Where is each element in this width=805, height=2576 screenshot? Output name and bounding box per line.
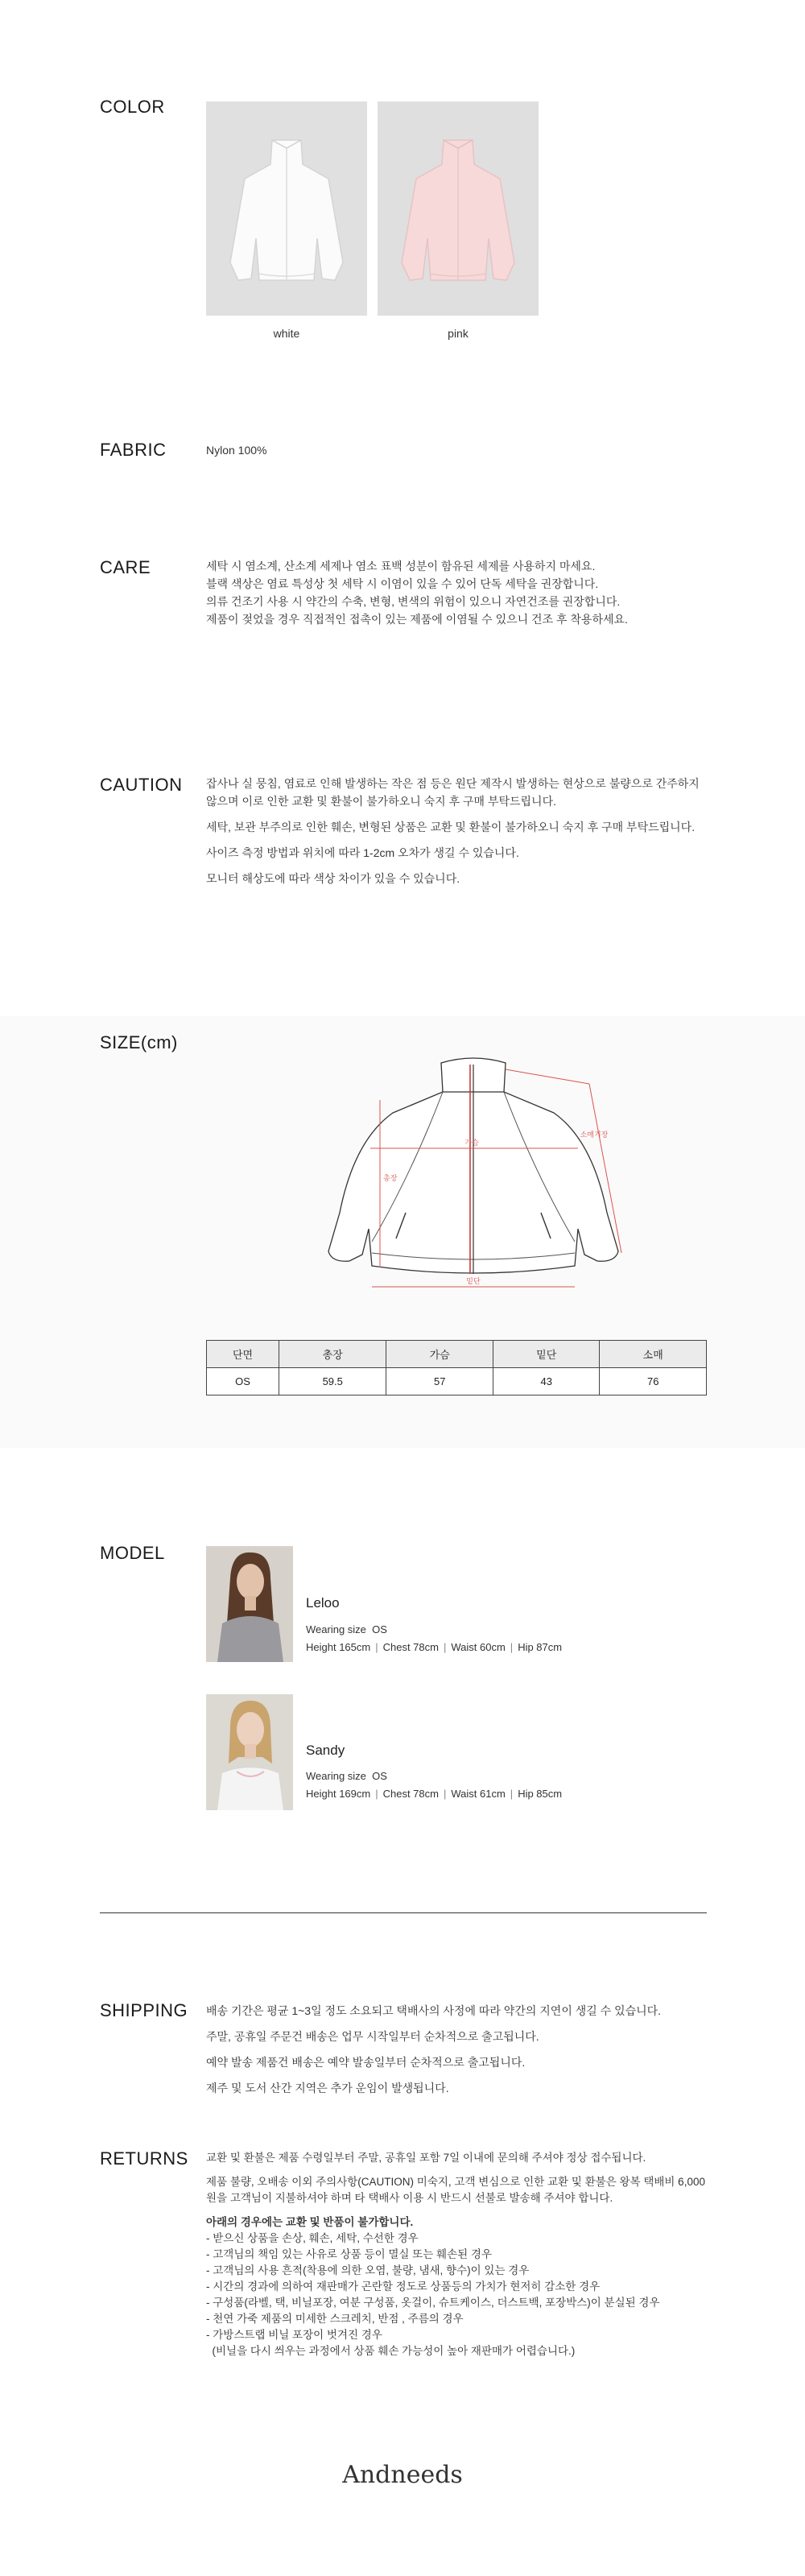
size-table-header: 소매 bbox=[600, 1341, 707, 1368]
model-chest: Chest 78cm bbox=[382, 1641, 439, 1653]
length-label: 총장 bbox=[383, 1174, 398, 1182]
model-waist: Waist 60cm bbox=[451, 1641, 506, 1653]
size-table-header: 단면 bbox=[207, 1341, 279, 1368]
returns-bold-heading: 아래의 경우에는 교환 및 반품이 불가합니다. bbox=[206, 2216, 414, 2228]
hem-label: 밑단 bbox=[466, 1277, 481, 1285]
section-divider bbox=[100, 1912, 707, 1913]
size-table bbox=[206, 1340, 707, 1396]
care-line: 블랙 색상은 염료 특성상 첫 세탁 시 이염이 있을 수 있어 단독 세탁을 권장합니다. bbox=[206, 577, 599, 590]
model-chest: Chest 78cm bbox=[382, 1788, 439, 1800]
returns-list-item: - 구성품(라벨, 택, 비닐포장, 여분 구성품, 옷걸이, 슈트케이스, 더스트백, 포장박스)이 분실된 경우 bbox=[206, 2297, 660, 2309]
caution-section-title: CAUTION bbox=[100, 775, 183, 795]
returns-text bbox=[206, 2150, 707, 2359]
returns-list-item: - 가방스트랩 비닐 포장이 벗겨진 경우 bbox=[206, 2329, 382, 2341]
care-line: 의류 건조기 사용 시 약간의 수축, 변형, 변색의 위험이 있으니 자연건조를 권장합니다. bbox=[206, 595, 621, 608]
fabric-section-title: FABRIC bbox=[100, 440, 167, 460]
shipping-text bbox=[206, 2002, 707, 2105]
size-table-cell: 59.5 bbox=[279, 1368, 386, 1396]
caution-paragraph: 잡사나 실 뭉침, 염료로 인해 발생하는 작은 점 등은 원단 제작시 발생하는 현상으로 불량으로 간주하지 않으며 이로 인한 교환 및 환불이 불가하오니 숙지 후 구매 부탁드립니다. bbox=[206, 777, 700, 808]
returns-list-item: - 시간의 경과에 의하여 재판매가 곤란할 정도로 상품등의 가치가 현저히 감소한 경우 bbox=[206, 2280, 601, 2293]
returns-list-item: (비닐을 다시 씌우는 과정에서 상품 훼손 가능성이 높아 재판매가 어렵습니다.) bbox=[206, 2345, 576, 2357]
shipping-section-title: SHIPPING bbox=[100, 2000, 188, 2020]
caution-paragraph: 세탁, 보관 부주의로 인한 훼손, 변형된 상품은 교환 및 환불이 불가하오니 숙지 후 구매 부탁드립니다. bbox=[206, 821, 696, 833]
size-table-header: 밑단 bbox=[493, 1341, 600, 1368]
sleeve-measure-line bbox=[506, 1069, 589, 1084]
caution-paragraph: 모니터 해상도에 따라 색상 차이가 있을 수 있습니다. bbox=[206, 872, 460, 885]
model-wearing-size bbox=[306, 1770, 387, 1782]
size-table-row bbox=[207, 1368, 707, 1396]
pink-jacket-image bbox=[378, 101, 539, 316]
size-table-cell: 76 bbox=[600, 1368, 707, 1396]
fabric-value: Nylon 100% bbox=[206, 444, 267, 457]
returns-paragraph: 교환 및 환불은 제품 수령일부터 주말, 공휴일 포함 7일 이내에 문의해 주셔야 정상 접수됩니다. bbox=[206, 2152, 646, 2164]
jacket-size-diagram bbox=[322, 1052, 628, 1293]
brand-logo: Andneeds bbox=[342, 2461, 463, 2489]
model-height: Height 165cm bbox=[306, 1641, 371, 1653]
size-section-title: SIZE(cm) bbox=[100, 1032, 178, 1052]
model-wearing-size bbox=[306, 1623, 387, 1635]
wearing-size-value: OS bbox=[372, 1770, 387, 1782]
model-photo-leloo bbox=[206, 1546, 293, 1662]
color-label-white: white bbox=[273, 327, 300, 340]
size-table-header: 총장 bbox=[279, 1341, 386, 1368]
caution-text bbox=[206, 775, 707, 895]
care-line: 세탁 시 염소계, 산소계 세제나 염소 표백 성분이 함유된 세제를 사용하지 마세요. bbox=[206, 560, 596, 573]
size-table-cell: 43 bbox=[493, 1368, 600, 1396]
sleeve-label: 소매기장 bbox=[580, 1131, 609, 1139]
color-swatch-pink[interactable] bbox=[378, 101, 539, 316]
size-table-header: 가슴 bbox=[386, 1341, 493, 1368]
model-hip: Hip 87cm bbox=[518, 1641, 563, 1653]
returns-paragraph: 제품 불량, 오배송 이외 주의사항(CAUTION) 미숙지, 고객 변심으로 인한 교환 및 환불은 왕복 택배비 6,000원을 고객님이 지불하셔야 하며 타 택배사 이용 시 반드시 선불로 발송해 주셔야 합니다. bbox=[206, 2176, 705, 2204]
model-measurements: Height 169cm | Chest 78cm | Waist 61cm | Hip 85cm bbox=[306, 1788, 563, 1800]
care-line: 제품이 젖었을 경우 직접적인 접촉이 있는 제품에 이염될 수 있으니 건조 후 착용하세요. bbox=[206, 613, 628, 626]
care-section-title: CARE bbox=[100, 557, 151, 577]
size-table-header-row bbox=[207, 1341, 707, 1368]
chest-label: 가슴 bbox=[464, 1139, 479, 1147]
color-swatch-white[interactable] bbox=[206, 101, 367, 316]
size-table-cell: 57 bbox=[386, 1368, 493, 1396]
model-section-title: MODEL bbox=[100, 1543, 165, 1563]
model-waist: Waist 61cm bbox=[451, 1788, 506, 1800]
model-name: Leloo bbox=[306, 1595, 340, 1611]
returns-list-item: - 고객님의 사용 흔적(착용에 의한 오염, 불량, 냄새, 향수)이 있는 경우 bbox=[206, 2264, 530, 2276]
shipping-paragraph: 주말, 공휴일 주문건 배송은 업무 시작일부터 순차적으로 출고됩니다. bbox=[206, 2030, 539, 2043]
care-text bbox=[206, 557, 707, 628]
caution-paragraph: 사이즈 측정 방법과 위치에 따라 1-2cm 오차가 생길 수 있습니다. bbox=[206, 846, 519, 859]
model-name: Sandy bbox=[306, 1743, 345, 1758]
model-measurements: Height 165cm | Chest 78cm | Waist 60cm | Hip 87cm bbox=[306, 1641, 563, 1653]
wearing-size-value: OS bbox=[372, 1623, 387, 1635]
returns-list-item: - 받으신 상품을 손상, 훼손, 세탁, 수선한 경우 bbox=[206, 2232, 419, 2244]
size-table-cell: OS bbox=[207, 1368, 279, 1396]
returns-list-item: - 고객님의 책임 있는 사유로 상품 등이 멸실 또는 훼손된 경우 bbox=[206, 2248, 492, 2260]
color-label-pink: pink bbox=[448, 327, 469, 340]
color-section-title: COLOR bbox=[100, 97, 165, 117]
wearing-size-label: Wearing size bbox=[306, 1623, 366, 1635]
shipping-paragraph: 배송 기간은 평균 1~3일 정도 소요되고 택배사의 사정에 따라 약간의 지연이 생길 수 있습니다. bbox=[206, 2004, 662, 2017]
model-photo-sandy bbox=[206, 1694, 293, 1810]
shipping-paragraph: 예약 발송 제품건 배송은 예약 발송일부터 순차적으로 출고됩니다. bbox=[206, 2056, 526, 2069]
wearing-size-label: Wearing size bbox=[306, 1770, 366, 1782]
shipping-paragraph: 제주 및 도서 산간 지역은 추가 운임이 발생됩니다. bbox=[206, 2082, 449, 2094]
white-jacket-image bbox=[206, 101, 367, 316]
returns-section-title: RETURNS bbox=[100, 2148, 188, 2169]
returns-list-item: - 천연 가죽 제품의 미세한 스크레치, 반점 , 주름의 경우 bbox=[206, 2313, 464, 2325]
model-height: Height 169cm bbox=[306, 1788, 371, 1800]
model-hip: Hip 85cm bbox=[518, 1788, 563, 1800]
